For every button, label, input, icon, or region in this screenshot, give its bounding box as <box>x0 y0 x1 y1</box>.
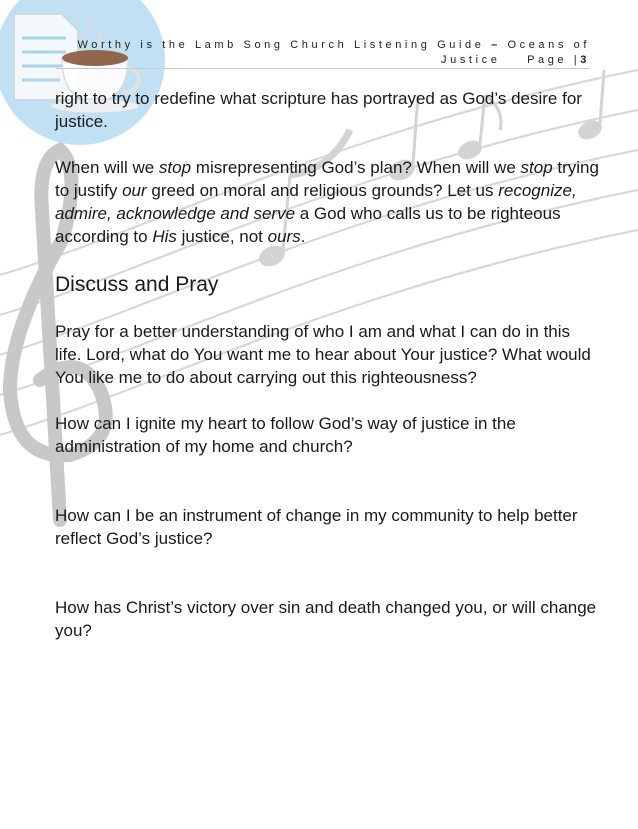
prayer-paragraph: Pray for a better understanding of who I am and what I can do in this life. Lord, what do You want me to hear about Your justice? What would You like me to do about carrying out this righteousness? <box>55 322 591 387</box>
page-number: 3 <box>580 54 590 66</box>
section-heading: Discuss and Pray <box>55 273 219 296</box>
header-title-part2: Oceans of <box>507 39 590 51</box>
discussion-question-2: How can I be an instrument of change in my community to help better reflect God’s justice? <box>55 506 578 548</box>
emphasis: His <box>152 227 177 246</box>
text-span: a God who calls us to be righteous according to <box>55 204 561 246</box>
page-header <box>60 38 590 68</box>
header-title: Worthy is the Lamb Song Church Listening Guide <box>77 39 485 51</box>
emphasis: recognize, admire, acknowledge and serve <box>55 181 577 223</box>
header-dash: – <box>491 39 501 51</box>
discussion-question-3: How has Christ’s victory over sin and death changed you, or will change you? <box>55 598 597 640</box>
header-line-2: Justice Page |3 <box>441 54 590 66</box>
emphasis: our <box>122 181 147 200</box>
text-span: When will we <box>55 158 159 177</box>
text-span: trying to justify <box>55 158 599 200</box>
text-span: misrepresenting God’s plan? When will we <box>191 158 521 177</box>
page-label: Page <box>527 54 568 66</box>
paragraph-continued: right to try to redefine what scripture has portrayed as God’s desire for justice. <box>55 89 582 131</box>
text-span: . <box>300 227 306 246</box>
header-line-1 <box>60 38 590 53</box>
header-title-line2: Justice <box>441 54 501 66</box>
text-span: greed on moral and religious grounds? Let us <box>146 181 499 200</box>
emphasis: stop <box>158 158 192 177</box>
header-rule <box>56 68 590 69</box>
text-span: justice, not <box>176 227 268 246</box>
emphasis: stop <box>520 158 553 177</box>
page-content <box>55 87 600 642</box>
emphasis: ours <box>267 227 301 246</box>
discussion-question-1: How can I ignite my heart to follow God’s way of justice in the administration of my home and church? <box>55 414 516 456</box>
paragraph-when-will-we-stop <box>55 156 600 248</box>
